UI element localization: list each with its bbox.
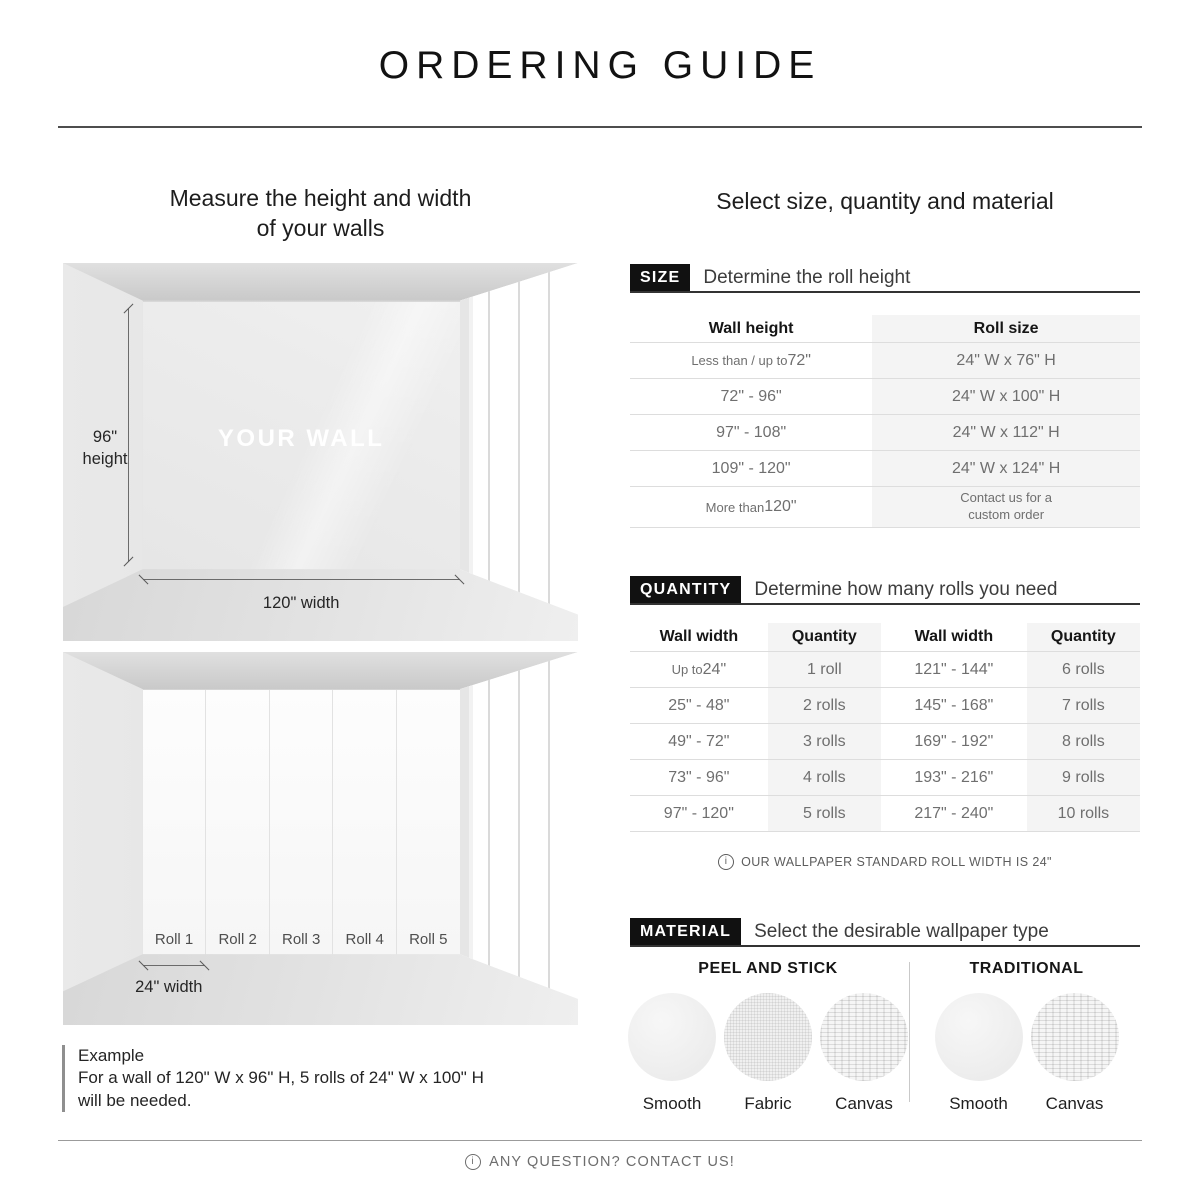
cell-value-line1: Contact us for a <box>960 490 1053 506</box>
height-dimension-label <box>65 426 145 471</box>
qty-quantity-cell <box>1027 723 1140 759</box>
height-word: height <box>82 449 128 468</box>
smooth-texture-icon <box>628 993 716 1081</box>
qty-quantity-cell <box>1027 759 1140 795</box>
material-group-traditional <box>913 960 1140 1114</box>
qty-wall-width-cell <box>881 687 1027 723</box>
material-group-name: TRADITIONAL <box>969 960 1084 977</box>
roll-label: Roll 4 <box>345 931 384 949</box>
qty-wall-width-cell <box>881 795 1027 832</box>
qty-quantity-cell <box>1027 651 1140 687</box>
cell-value: 3 rolls <box>802 732 846 750</box>
cell-value: 5 rolls <box>802 804 846 822</box>
roll-width-dimension-label: 24" width <box>135 978 203 997</box>
cell-value: 24" <box>702 660 727 678</box>
material-group-divider <box>909 962 910 1102</box>
cell-value: 24" W x 124" H <box>951 459 1061 477</box>
page-title: ORDERING GUIDE <box>378 44 822 87</box>
room-illustration-rolls <box>63 652 578 1025</box>
cell-value: 193" - 216" <box>914 768 994 786</box>
contact-us-text: ANY QUESTION? CONTACT US! <box>489 1154 735 1170</box>
measure-heading-line1: Measure the height and width <box>169 185 472 211</box>
cell-value: 8 rolls <box>1062 732 1105 750</box>
cell-value: 7 rolls <box>1062 696 1105 714</box>
qty-wall-width-cell <box>881 651 1027 687</box>
size-table <box>630 315 1140 528</box>
room-back-wall <box>143 689 460 955</box>
size-subtitle: Determine the roll height <box>703 267 911 288</box>
quantity-section-header <box>630 576 1140 605</box>
cell-value: 72" <box>787 351 811 369</box>
cell-value: 109" - 120" <box>711 459 791 477</box>
material-subtitle: Select the desirable wallpaper type <box>754 921 1049 942</box>
quantity-tag: QUANTITY <box>630 576 741 603</box>
qty-wall-width-cell <box>881 723 1027 759</box>
size-roll-size-cell <box>872 414 1140 450</box>
material-tag: MATERIAL <box>630 918 741 945</box>
swatch-row <box>630 993 906 1114</box>
quantity-table <box>630 623 1140 832</box>
smooth-texture-icon <box>935 993 1023 1081</box>
size-section <box>630 264 1140 528</box>
canvas-texture-icon <box>1031 993 1119 1081</box>
cell-value: 4 rolls <box>802 768 846 786</box>
info-icon: i <box>718 854 734 870</box>
roll-width-note <box>630 854 1140 870</box>
height-value: 96" <box>92 427 118 446</box>
size-roll-size-cell <box>872 486 1140 528</box>
qty-quantity-cell <box>768 723 881 759</box>
qty-wall-width-cell <box>630 687 768 723</box>
cell-value: 217" - 240" <box>914 804 994 822</box>
qty-col-header-wall-width-1: Wall width <box>659 628 739 645</box>
qty-wall-width-cell <box>630 795 768 832</box>
swatch-fabric[interactable] <box>724 993 812 1114</box>
example-note <box>62 1045 578 1112</box>
cell-value: 25" - 48" <box>668 696 730 714</box>
cell-value: 49" - 72" <box>668 732 730 750</box>
swatch-smooth[interactable] <box>935 993 1023 1114</box>
room-back-wall <box>143 301 460 570</box>
size-col-header-wall-height: Wall height <box>708 319 794 337</box>
cell-value: 24" W x 76" H <box>956 351 1056 369</box>
qty-wall-width-cell <box>881 759 1027 795</box>
footer-contact[interactable] <box>0 1154 1200 1170</box>
size-wall-height-cell <box>630 486 872 528</box>
size-roll-size-cell <box>872 450 1140 486</box>
header-divider <box>58 126 1142 128</box>
roll-label: Roll 5 <box>409 931 448 949</box>
cell-value: 2 rolls <box>802 696 846 714</box>
canvas-texture-icon <box>820 993 908 1081</box>
cell-value-line2: custom order <box>968 507 1045 522</box>
quantity-section <box>630 576 1140 870</box>
qty-wall-width-cell <box>630 723 768 759</box>
roll-panel <box>333 690 397 955</box>
roll-panel <box>270 690 334 955</box>
example-line2: will be needed. <box>78 1090 192 1110</box>
roll-panel <box>206 690 270 955</box>
material-group-peel-and-stick <box>630 960 906 1114</box>
swatch-row <box>913 993 1140 1114</box>
size-section-header <box>630 264 1140 293</box>
qty-quantity-cell <box>1027 687 1140 723</box>
cell-value: 9 rolls <box>1062 768 1105 786</box>
size-wall-height-cell <box>630 342 872 378</box>
your-wall-label: YOUR WALL <box>217 425 385 453</box>
swatch-label: Canvas <box>1045 1094 1104 1113</box>
quantity-subtitle: Determine how many rolls you need <box>754 579 1058 600</box>
room-illustration-your-wall <box>63 263 578 641</box>
measure-heading <box>63 183 578 244</box>
qty-quantity-cell <box>768 651 881 687</box>
cell-value: 24" W x 100" H <box>951 387 1061 405</box>
qty-wall-width-cell <box>630 759 768 795</box>
fabric-texture-icon <box>724 993 812 1081</box>
roll-width-dimension-line <box>143 965 205 966</box>
material-section <box>630 918 1140 1114</box>
qty-wall-width-cell <box>630 651 768 687</box>
swatch-label: Smooth <box>949 1094 1008 1113</box>
material-section-header <box>630 918 1140 947</box>
qty-quantity-cell <box>768 795 881 832</box>
swatch-label: Fabric <box>744 1094 792 1113</box>
size-wall-height-cell <box>630 450 872 486</box>
size-col-header-roll-size: Roll size <box>872 315 1140 342</box>
info-icon: i <box>465 1154 481 1170</box>
swatch-smooth[interactable] <box>628 993 716 1114</box>
qty-quantity-cell <box>1027 795 1140 832</box>
material-groups <box>630 960 1140 1114</box>
qty-col-header-wall-width-2: Wall width <box>914 628 994 645</box>
swatch-canvas[interactable] <box>1031 993 1119 1114</box>
roll-width-note-text: OUR WALLPAPER STANDARD ROLL WIDTH IS 24" <box>741 855 1052 869</box>
width-dimension-line <box>143 579 460 580</box>
roll-label: Roll 3 <box>282 931 321 949</box>
size-tag: SIZE <box>630 264 690 291</box>
cell-value: 145" - 168" <box>914 696 994 714</box>
example-line1: For a wall of 120" W x 96" H, 5 rolls of 24" W x 100" H <box>78 1068 484 1088</box>
swatch-canvas[interactable] <box>820 993 908 1114</box>
measure-heading-line2: of your walls <box>256 215 385 242</box>
cell-prefix: Less than / up to <box>691 353 788 368</box>
roll-panels <box>143 690 460 955</box>
cell-value: 1 roll <box>806 660 842 678</box>
width-dimension-label: 120" width <box>262 593 340 612</box>
roll-label: Roll 1 <box>154 931 194 949</box>
cell-value: 6 rolls <box>1062 660 1105 678</box>
size-roll-size-cell <box>872 342 1140 378</box>
size-wall-height-cell <box>630 414 872 450</box>
roll-panel <box>397 690 460 955</box>
cell-value: 24" W x 112" H <box>952 423 1060 441</box>
roll-panel <box>143 690 207 955</box>
cell-value: 73" - 96" <box>668 768 730 786</box>
cell-value: 10 rolls <box>1057 804 1110 822</box>
cell-value: 120" <box>764 498 797 515</box>
qty-col-header-quantity-1: Quantity <box>768 623 881 651</box>
qty-quantity-cell <box>768 687 881 723</box>
material-group-name: PEEL AND STICK <box>698 960 838 977</box>
swatch-label: Canvas <box>835 1094 893 1113</box>
cell-value: 121" - 144" <box>914 660 994 678</box>
example-label: Example <box>78 1046 145 1065</box>
qty-col-header-quantity-2: Quantity <box>1027 623 1140 651</box>
cell-value: 72" - 96" <box>720 387 782 405</box>
cell-prefix: More than <box>705 499 765 515</box>
qty-quantity-cell <box>768 759 881 795</box>
roll-label: Roll 2 <box>218 931 257 949</box>
cell-value: 169" - 192" <box>914 732 994 750</box>
footer-divider <box>58 1140 1142 1141</box>
select-heading: Select size, quantity and material <box>716 188 1054 214</box>
swatch-label: Smooth <box>642 1094 702 1113</box>
cell-value: 97" - 120" <box>663 804 734 822</box>
cell-prefix: Up to <box>671 662 703 677</box>
size-wall-height-cell <box>630 378 872 414</box>
size-roll-size-cell <box>872 378 1140 414</box>
cell-value: 97" - 108" <box>716 423 787 441</box>
